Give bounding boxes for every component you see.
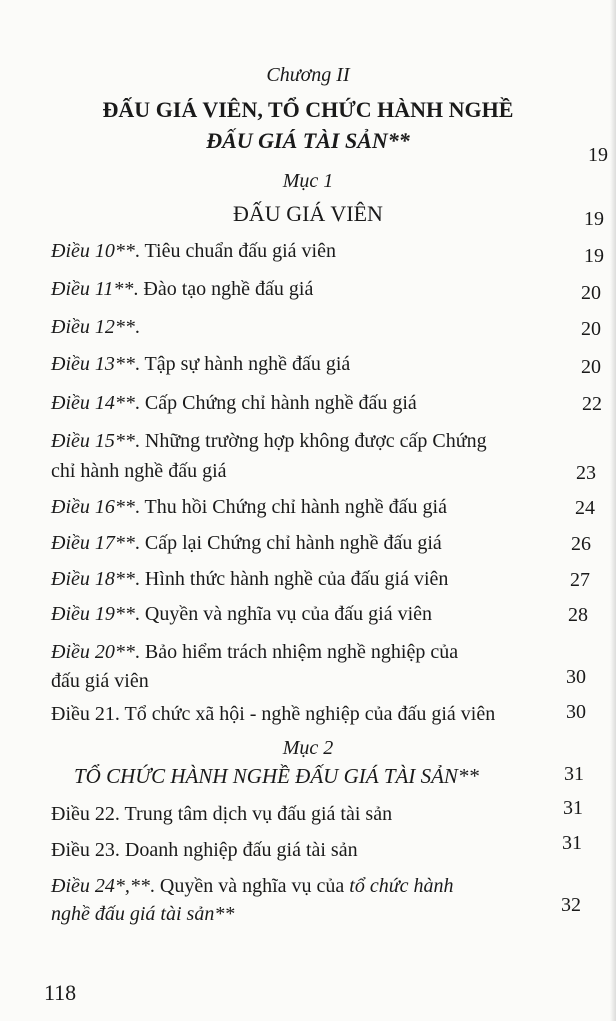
section1-page: 19 — [584, 208, 604, 230]
toc-entry-dieu-12[interactable] — [51, 316, 140, 339]
entry-text: . Tiêu chuẩn đấu giá viên — [134, 240, 336, 262]
entry-page: 31 — [562, 832, 582, 854]
entry-page: 31 — [563, 797, 583, 819]
section2-label: Mục 2 — [282, 737, 334, 759]
toc-entry-dieu-23[interactable] — [51, 839, 358, 862]
entry-page: 20 — [581, 318, 601, 340]
entry-prefix: Điều 20** — [51, 641, 135, 663]
chapter-title-line1: ĐẤU GIÁ VIÊN, TỔ CHỨC HÀNH NGHỀ — [102, 97, 514, 122]
chapter-label: Chương II — [266, 64, 350, 86]
entry-page: 20 — [581, 356, 601, 378]
entry-prefix: Điều 13** — [51, 353, 135, 375]
entry-text: . Bảo hiểm trách nhiệm nghề nghiệp của — [134, 641, 459, 663]
toc-entry-dieu-22[interactable] — [51, 803, 392, 826]
page-number: 118 — [44, 980, 77, 1005]
entry-prefix: Điều 17** — [51, 532, 135, 554]
section1-title: ĐẤU GIÁ VIÊN — [233, 201, 383, 226]
toc-entry-dieu-14[interactable] — [51, 392, 417, 415]
entry-emphasis: tổ chức hành — [349, 875, 454, 897]
entry-page: 23 — [576, 462, 596, 484]
toc-entry-dieu-21[interactable] — [51, 703, 495, 726]
entry-page: 32 — [561, 894, 581, 916]
entry-page: 24 — [575, 497, 595, 519]
toc-entry-dieu-20-line2: đấu giá viên — [51, 670, 149, 692]
entry-text: . Cấp Chứng chỉ hành nghề đấu giá — [134, 392, 417, 414]
entry-prefix: Điều 18** — [51, 568, 135, 590]
entry-text: . — [134, 316, 140, 338]
entry-prefix: Điều 11** — [51, 278, 134, 300]
entry-prefix: Điều 16** — [51, 496, 135, 518]
entry-text: . Quyền và nghĩa vụ của đấu giá viên — [134, 603, 433, 625]
chapter-page: 19 — [588, 144, 608, 166]
entry-page: 27 — [570, 569, 590, 591]
section1-label: Mục 1 — [282, 170, 334, 192]
entry-text: . Thu hồi Chứng chỉ hành nghề đấu giá — [134, 496, 447, 518]
entry-text: Điều 23. Doanh nghiệp đấu giá tài sản — [51, 839, 358, 861]
toc-entry-dieu-10[interactable] — [51, 240, 336, 263]
entry-text: Điều 22. Trung tâm dịch vụ đấu giá tài sản — [51, 803, 393, 825]
entry-prefix: Điều 12** — [51, 316, 135, 338]
entry-prefix: Điều 24*,** — [51, 875, 150, 897]
entry-page: 30 — [566, 701, 586, 723]
entry-text: . Cấp lại Chứng chỉ hành nghề đấu giá — [134, 532, 442, 554]
entry-prefix: Điều 15** — [51, 430, 135, 452]
toc-entry-dieu-15-line2: chỉ hành nghề đấu giá — [51, 460, 227, 482]
entry-text: . Quyền và nghĩa vụ của — [149, 875, 350, 897]
entry-page: 30 — [566, 666, 586, 688]
entry-text: . Tập sự hành nghề đấu giá — [134, 353, 351, 375]
chapter-title-line2: ĐẤU GIÁ TÀI SẢN** — [206, 128, 410, 153]
toc-entry-dieu-20[interactable] — [51, 641, 458, 664]
entry-page: 19 — [584, 245, 604, 267]
section2-page: 31 — [564, 763, 584, 785]
toc-entry-dieu-18[interactable] — [51, 568, 448, 591]
entry-prefix: Điều 10** — [51, 240, 135, 262]
toc-entry-dieu-24[interactable] — [51, 875, 454, 898]
toc-entry-dieu-11[interactable] — [51, 278, 313, 301]
entry-page: 22 — [582, 393, 602, 415]
toc-entry-dieu-24-line2: nghề đấu giá tài sản** — [51, 903, 235, 925]
entry-prefix: Điều 19** — [51, 603, 135, 625]
toc-entry-dieu-13[interactable] — [51, 353, 350, 376]
entry-page: 26 — [571, 533, 591, 555]
entry-text: Điều 21. Tổ chức xã hội - nghề nghiệp của đấu giá viên — [51, 703, 496, 725]
section2-title: TỔ CHỨC HÀNH NGHỀ ĐẤU GIÁ TÀI SẢN** — [74, 764, 479, 788]
toc-entry-dieu-16[interactable] — [51, 496, 447, 519]
entry-page: 20 — [581, 282, 601, 304]
entry-text: . Những trường hợp không được cấp Chứng — [134, 430, 487, 452]
page-edge-shadow — [610, 0, 616, 1021]
entry-prefix: Điều 14** — [51, 392, 135, 414]
toc-entry-dieu-15[interactable] — [51, 430, 487, 453]
toc-entry-dieu-19[interactable] — [51, 603, 432, 626]
entry-text: . Hình thức hành nghề của đấu giá viên — [134, 568, 449, 590]
entry-text: . Đào tạo nghề đấu giá — [133, 278, 314, 300]
toc-entry-dieu-17[interactable] — [51, 532, 442, 555]
entry-page: 28 — [568, 604, 588, 626]
